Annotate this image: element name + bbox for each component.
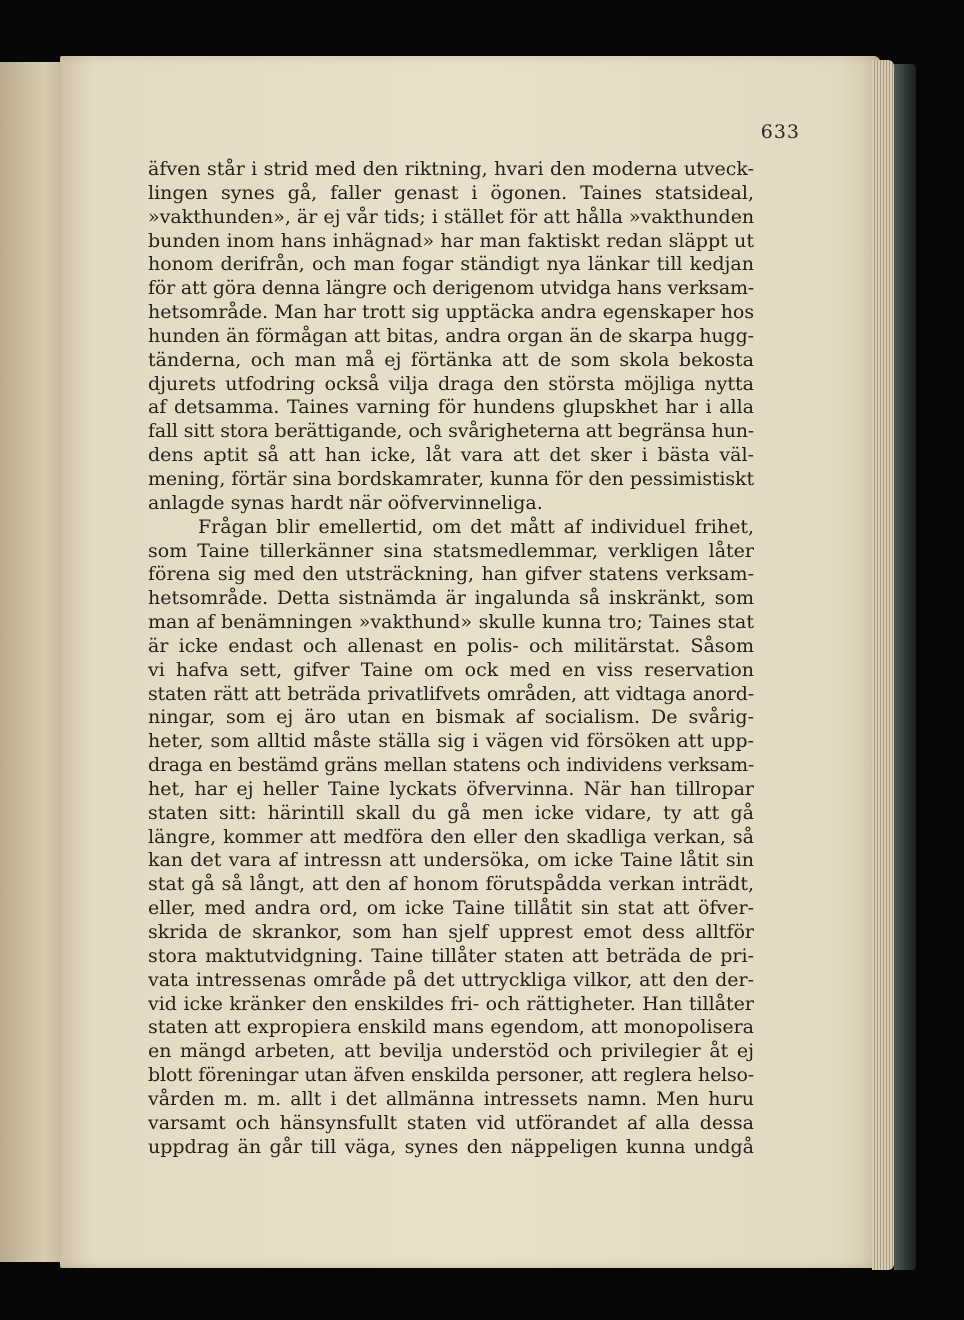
page-number: 633 [760, 121, 800, 143]
text-line: djurets utfodring också vilja draga den största möjliga nytta [148, 372, 754, 395]
text-line: blott föreningar utan äfven enskilda personer, att reglera helso- [148, 1064, 754, 1087]
text-line: eller, med andra ord, om icke Taine tillåtit sin stat att öfver- [148, 897, 754, 920]
text-line: draga en bestämd gräns mellan statens och individens verksam- [148, 754, 754, 777]
text-line: honom derifrån, och man fogar ständigt nya länkar till kedjan [148, 253, 754, 276]
left-page-edge [0, 62, 64, 1262]
text-line: som Taine tillerkänner sina statsmedlemmar, verkligen låter [148, 539, 754, 562]
text-line: hetsområde. Man har trott sig upptäcka andra egenskaper hos [148, 301, 755, 324]
text-line: dens aptit så att han icke, låt vara att det sker i bästa väl- [148, 444, 754, 467]
text-line: är icke endast och allenast en polis- och militärstat. Såsom [148, 634, 754, 657]
text-line: hetsområde. Detta sistnämda är ingalunda så inskränkt, som [148, 587, 754, 610]
text-line: längre, kommer att medföra den eller den skadliga verkan, så [148, 825, 754, 848]
text-line: kan det vara af intressn att undersöka, om icke Taine låtit sin [148, 849, 754, 872]
text-line: fall sitt stora berättigande, och svårigheterna att begränsa hun- [148, 420, 754, 443]
text-line: skrida de skrankor, som han sjelf upprest emot dess alltför [148, 921, 754, 943]
text-line: het, har ej heller Taine lyckats öfvervinna. När han tillropar [148, 777, 754, 800]
text-line: stat gå så långt, att den af honom förutspådda verkan inträdt, [148, 873, 754, 896]
text-line: äfven står i strid med den riktning, hvari den moderna utveck- [148, 158, 754, 180]
text-line: vata intressenas område på det uttryckliga vilkor, att den der- [148, 968, 754, 991]
text-line: staten sitt: härintill skall du gå men icke vidare, ty att gå [148, 801, 754, 824]
text-line: lingen synes gå, faller genast i ögonen. Taines statsideal, [148, 181, 754, 204]
text-line: stora maktutvidgning. Taine tillåter staten att beträda de pri- [148, 944, 754, 967]
text-line: bunden inom hans inhägnad» har man faktiskt redan släppt ut [148, 229, 754, 252]
text-line: af detsamma. Taines varning för hundens glupskhet har i alla [148, 396, 754, 419]
text-line: staten rätt att beträda privatlifvets områden, att vidtaga anord- [148, 682, 754, 705]
text-line: ningar, som ej äro utan en bismak af socialism. De svårig- [148, 706, 754, 729]
text-line: varsamt och hänsynsfullt staten vid utförandet af alla dessa [148, 1111, 754, 1134]
text-line: tänderna, och man må ej förtänka att de som skola bekosta [148, 348, 754, 371]
text-line: mening, förtär sina bordskamrater, kunna för den pessimistiskt [148, 467, 754, 490]
page-block-edges [872, 60, 894, 1270]
text-line: förena sig med den utsträckning, han gifver statens verksam- [148, 563, 754, 586]
text-line: man af benämningen »vakthund» skulle kunna tro; Taines stat [148, 611, 754, 634]
text-line: för att göra denna längre och derigenom utvidga hans verksam- [148, 277, 754, 300]
text-line: en mängd arbeten, att bevilja understöd och privilegier åt ej [148, 1040, 754, 1063]
paragraph-end-line: anlagde synas hardt när oöfvervinneliga. [148, 491, 543, 514]
text-line: vid icke kränker den enskildes fri- och rättigheter. Han tillåter [148, 992, 754, 1015]
text-line: heter, som alltid måste ställa sig i vägen vid försöken att upp- [148, 730, 754, 753]
text-line: vi hafva sett, gifver Taine om ock med en viss reservation [148, 658, 754, 681]
text-line: hunden än förmågan att bitas, andra organ än de skarpa hugg- [148, 324, 754, 347]
text-line: staten att expropiera enskild mans egendom, att monopolisera [148, 1016, 754, 1039]
book-cover-edge [894, 64, 916, 1270]
text-line: uppdrag än går till väga, synes den näppeligen kunna undgå [148, 1135, 754, 1158]
text-line: »vakthunden», är ej vår tids; i stället för att hålla »vakthunden [148, 205, 755, 228]
text-line: vården m. m. allt i det allmänna intressets namn. Men huru [148, 1087, 754, 1110]
paragraph-start-line: Frågan blir emellertid, om det mått af individuel frihet, [198, 515, 754, 538]
body-text [148, 158, 754, 1159]
